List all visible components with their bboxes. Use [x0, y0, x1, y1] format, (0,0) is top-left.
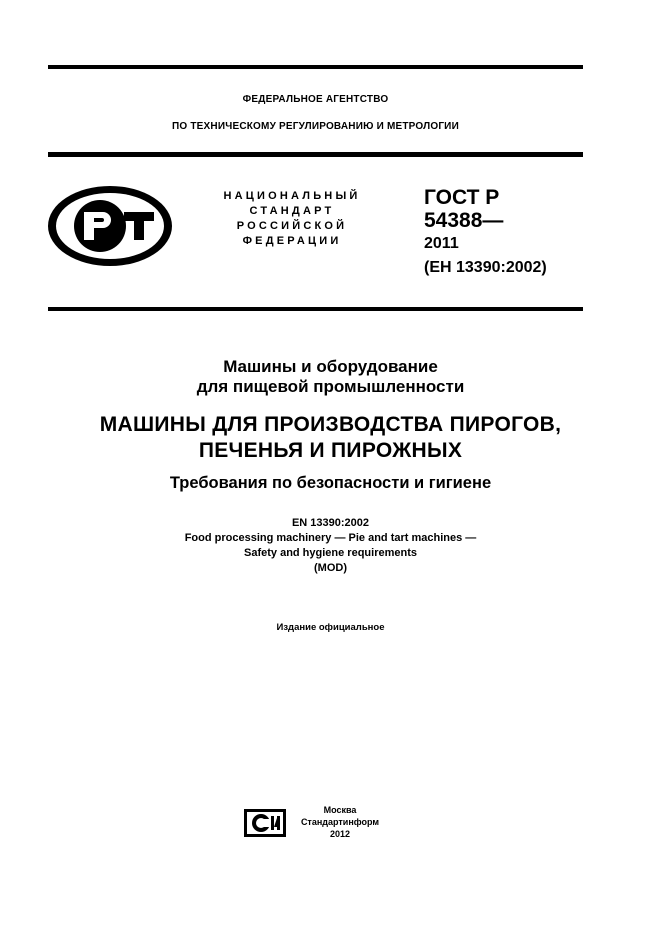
- middle-rule: [48, 307, 583, 311]
- publisher-info: [292, 804, 388, 840]
- agency-line-1: ФЕДЕРАЛЬНОЕ АГЕНТСТВО: [242, 94, 389, 105]
- en-line-3: (MOD): [314, 562, 347, 574]
- title-line-1: МАШИНЫ ДЛЯ ПРОИЗВОДСТВА ПИРОГОВ,: [99, 413, 562, 436]
- subtitle-line-1: Машины и оборудование: [223, 357, 438, 376]
- natstd-line-3: РОССИЙСКОЙ: [236, 220, 348, 232]
- header-rule: [48, 152, 583, 157]
- agency-line-2: ПО ТЕХНИЧЕСКОМУ РЕГУЛИРОВАНИЮ И МЕТРОЛОГИИ: [172, 121, 459, 132]
- publisher-city: Москва: [323, 805, 357, 815]
- top-rule: [48, 65, 583, 69]
- en-code: EN 13390:2002: [291, 517, 370, 529]
- requirements-subtitle: Требования по безопасности и гигиене: [169, 474, 492, 492]
- gost-code-line-2: 54388—: [424, 209, 504, 232]
- natstd-line-2: СТАНДАРТ: [249, 205, 335, 217]
- subtitle: [0, 357, 661, 397]
- en-reference: [0, 516, 661, 576]
- publisher-year: 2012: [329, 829, 351, 839]
- gost-code-line-1: ГОСТ Р: [424, 186, 500, 209]
- natstd-line-1: НАЦИОНАЛЬНЫЙ: [223, 190, 361, 202]
- publisher-name: Стандартинформ: [300, 817, 380, 827]
- document-title: [0, 412, 661, 464]
- en-line-2: Safety and hygiene requirements: [244, 547, 417, 559]
- title-line-2: ПЕЧЕНЬЯ И ПИРОЖНЫХ: [198, 439, 463, 462]
- official-edition: Издание официальное: [276, 622, 385, 633]
- national-standard-label: [204, 189, 380, 249]
- standartinform-logo-icon: [243, 808, 287, 838]
- rst-logo-icon: [46, 184, 174, 268]
- subtitle-line-2: для пищевой промышленности: [196, 377, 465, 396]
- gost-code-line-4: (ЕН 13390:2002): [424, 259, 547, 276]
- natstd-line-4: ФЕДЕРАЦИИ: [242, 235, 342, 247]
- gost-code-line-3: 2011: [424, 235, 459, 252]
- standard-code: [424, 186, 547, 280]
- en-line-1: Food processing machinery — Pie and tart machines —: [184, 532, 477, 544]
